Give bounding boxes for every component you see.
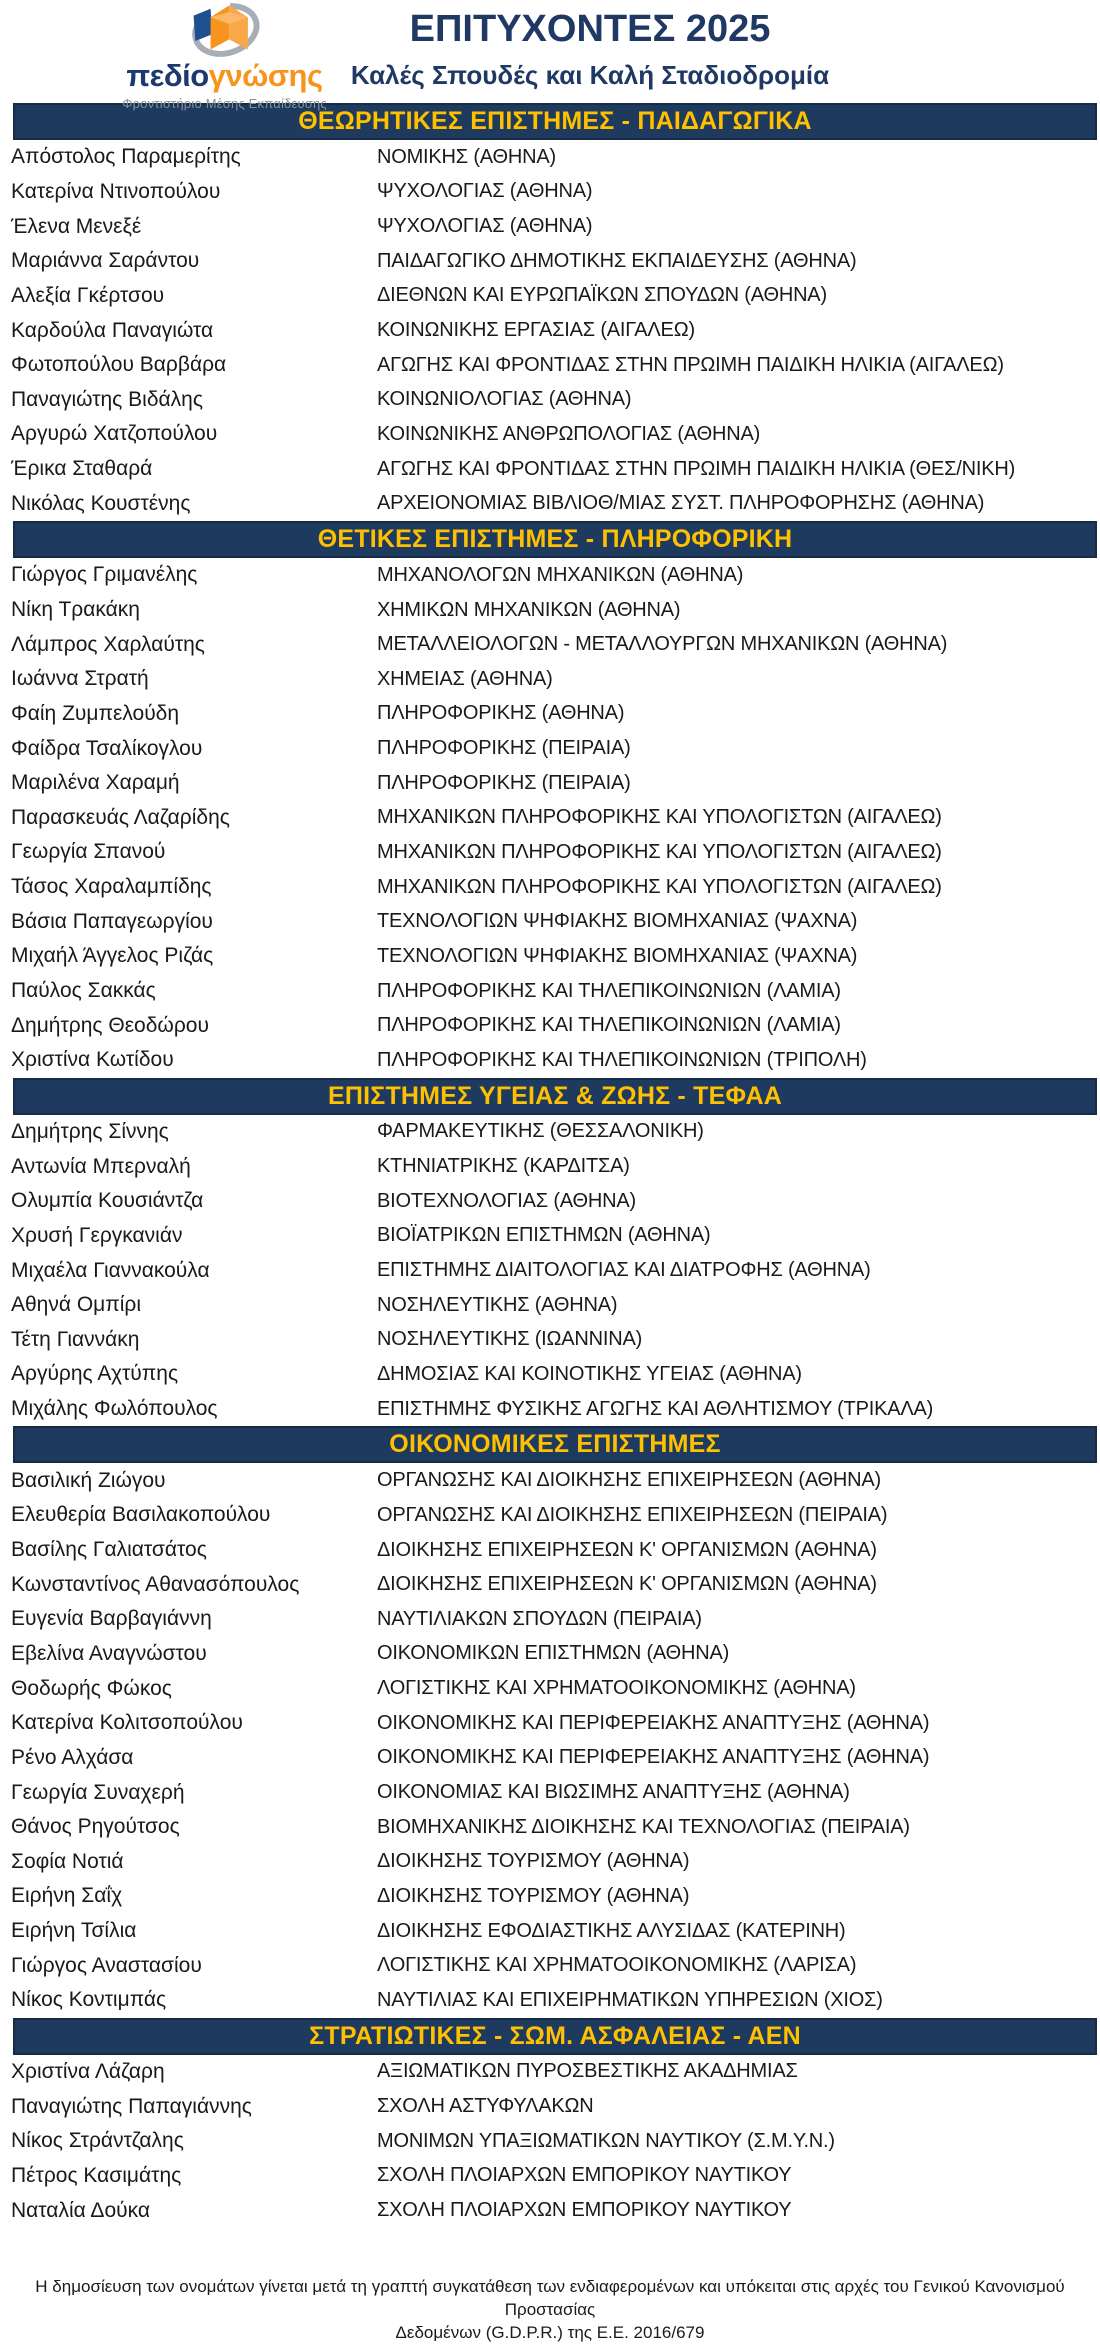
table-row (0, 1879, 1100, 1914)
table-row (0, 1533, 1100, 1568)
section-header-bar (13, 521, 1097, 558)
school-name: ΟΙΚΟΝΟΜΙΚΗΣ ΚΑΙ ΠΕΡΙΦΕΡΕΙΑΚΗΣ ΑΝΑΠΤΥΞΗΣ (ΑΘΗΝΑ) (377, 1711, 930, 1734)
student-name: Βασιλική Ζιώγου (11, 1468, 166, 1492)
table-row (0, 731, 1100, 766)
school-name: ΒΙΟΜΗΧΑΝΙΚΗΣ ΔΙΟΙΚΗΣΗΣ ΚΑΙ ΤΕΧΝΟΛΟΓΙΑΣ (ΠΕΙΡΑΙΑ) (377, 1815, 910, 1838)
table-row (0, 1844, 1100, 1879)
results-section (0, 1078, 1100, 1427)
student-name: Σοφία Νοτιά (11, 1849, 124, 1873)
table-row (0, 417, 1100, 452)
table-row (0, 486, 1100, 521)
student-name: Λάμπρος Χαρλαύτης (11, 632, 205, 656)
table-row (0, 1671, 1100, 1706)
school-name: ΟΡΓΑΝΩΣΗΣ ΚΑΙ ΔΙΟΙΚΗΣΗΣ ΕΠΙΧΕΙΡΗΣΕΩΝ (ΑΘΗΝΑ) (377, 1469, 882, 1492)
school-name: ΤΕΧΝΟΛΟΓΙΩΝ ΨΗΦΙΑΚΗΣ ΒΙΟΜΗΧΑΝΙΑΣ (ΨΑΧΝΑ) (377, 944, 858, 967)
school-name: ΔΙΕΘΝΩΝ ΚΑΙ ΕΥΡΩΠΑΪΚΩΝ ΣΠΟΥΔΩΝ (ΑΘΗΝΑ) (377, 284, 827, 307)
school-name: ΝΑΥΤΙΛΙΑΣ ΚΑΙ ΕΠΙΧΕΙΡΗΜΑΤΙΚΩΝ ΥΠΗΡΕΣΙΩΝ (ΧΙΟΣ) (377, 1988, 883, 2011)
student-name: Γεωργία Σπανού (11, 840, 166, 864)
school-name: ΚΟΙΝΩΝΙΚΗΣ ΕΡΓΑΣΙΑΣ (ΑΙΓΑΛΕΩ) (377, 319, 695, 342)
school-name: ΚΤΗΝΙΑΤΡΙΚΗΣ (ΚΑΡΔΙΤΣΑ) (377, 1155, 630, 1178)
school-name: ΜΗΧΑΝΟΛΟΓΩΝ ΜΗΧΑΝΙΚΩΝ (ΑΘΗΝΑ) (377, 563, 744, 586)
table-row (0, 1914, 1100, 1949)
school-name: ΠΛΗΡΟΦΟΡΙΚΗΣ (ΑΘΗΝΑ) (377, 702, 625, 725)
school-name: ΨΥΧΟΛΟΓΙΑΣ (ΑΘΗΝΑ) (377, 215, 593, 238)
school-name: ΛΟΓΙΣΤΙΚΗΣ ΚΑΙ ΧΡΗΜΑΤΟΟΙΚΟΝΟΜΙΚΗΣ (ΛΑΡΙΣΑ) (377, 1954, 857, 1977)
student-name: Δημήτρης Θεοδώρου (11, 1013, 209, 1037)
results-section (0, 1426, 1100, 2017)
school-name: ΟΙΚΟΝΟΜΙΑΣ ΚΑΙ ΒΙΩΣΙΜΗΣ ΑΝΑΠΤΥΞΗΣ (ΑΘΗΝΑ) (377, 1781, 850, 1803)
student-name: Ναταλία Δούκα (11, 2198, 151, 2222)
table-row (0, 1184, 1100, 1219)
table-row (0, 1323, 1100, 1358)
open-book-swoosh-icon (169, 2, 281, 58)
school-logo (92, 2, 357, 110)
student-name: Ρένο Αλχάσα (11, 1745, 134, 1769)
student-name: Καρδούλα Παναγιώτα (11, 318, 214, 342)
table-row (0, 209, 1100, 244)
student-name: Χρυσή Γεργκανιάν (11, 1223, 183, 1247)
school-name: ΒΙΟΤΕΧΝΟΛΟΓΙΑΣ (ΑΘΗΝΑ) (377, 1189, 636, 1212)
student-name: Κατερίνα Ντινοπούλου (11, 179, 221, 203)
table-row (0, 1948, 1100, 1983)
school-name: ΧΗΜΕΙΑΣ (ΑΘΗΝΑ) (377, 667, 553, 690)
school-name: ΠΑΙΔΑΓΩΓΙΚΟ ΔΗΜΟΤΙΚΗΣ ΕΚΠΑΙΔΕΥΣΗΣ (ΑΘΗΝΑ) (377, 249, 857, 272)
section-title: ΣΤΡΑΤΙΩΤΙΚΕΣ - ΣΩΜ. ΑΣΦΑΛΕΙΑΣ - ΑΕΝ (309, 2021, 801, 2050)
table-row (0, 766, 1100, 801)
student-name: Εβελίνα Αναγνώστου (11, 1641, 207, 1665)
table-row (0, 1149, 1100, 1184)
table-row (0, 244, 1100, 279)
table-row (0, 627, 1100, 662)
school-name: ΦΑΡΜΑΚΕΥΤΙΚΗΣ (ΘΕΣΣΑΛΟΝΙΚΗ) (377, 1120, 704, 1143)
results-section (0, 103, 1100, 521)
school-name: ΕΠΙΣΤΗΜΗΣ ΦΥΣΙΚΗΣ ΑΓΩΓΗΣ ΚΑΙ ΑΘΛΗΤΙΣΜΟΥ (ΤΡΙΚΑΛΑ) (377, 1397, 934, 1420)
brand-name (92, 60, 357, 91)
section-title: ΟΙΚΟΝΟΜΙΚΕΣ ΕΠΙΣΤΗΜΕΣ (389, 1430, 721, 1459)
table-row (0, 593, 1100, 628)
student-name: Γιώργος Γριμανέλης (11, 563, 198, 587)
table-row (0, 801, 1100, 836)
section-header-bar (13, 1078, 1097, 1115)
school-name: ΜΕΤΑΛΛΕΙΟΛΟΓΩΝ - ΜΕΤΑΛΛΟΥΡΓΩΝ ΜΗΧΑΝΙΚΩΝ (ΑΘΗΝΑ) (377, 633, 948, 656)
student-name: Φαίδρα Τσαλίκογλου (11, 736, 203, 760)
student-name: Ειρήνη Τσίλια (11, 1919, 137, 1943)
school-name: ΛΟΓΙΣΤΙΚΗΣ ΚΑΙ ΧΡΗΜΑΤΟΟΙΚΟΝΟΜΙΚΗΣ (ΑΘΗΝΑ) (377, 1677, 856, 1700)
table-row (0, 1810, 1100, 1845)
results-section (0, 521, 1100, 1078)
table-row (0, 870, 1100, 905)
school-name: ΔΙΟΙΚΗΣΗΣ ΕΠΙΧΕΙΡΗΣΕΩΝ Κ' ΟΡΓΑΝΙΣΜΩΝ (ΑΘΗΝΑ) (377, 1573, 877, 1596)
student-name: Αλεξία Γκέρτσου (11, 283, 165, 307)
table-row (0, 452, 1100, 487)
table-row (0, 835, 1100, 870)
table-row (0, 313, 1100, 348)
student-name: Δημήτρης Σίννης (11, 1119, 169, 1143)
section-header-bar (13, 1426, 1097, 1463)
brand-part-1: πεδίο (126, 58, 209, 93)
student-name: Νίκος Στράντζαλης (11, 2129, 184, 2153)
student-name: Αθηνά Ομπίρι (11, 1293, 142, 1317)
school-name: ΨΥΧΟΛΟΓΙΑΣ (ΑΘΗΝΑ) (377, 180, 593, 203)
table-row (0, 2089, 1100, 2124)
table-row (0, 140, 1100, 175)
student-name: Νικόλας Κουστένης (11, 491, 191, 515)
page-title: ΕΠΙΤΥΧΟΝΤΕΣ 2025 (409, 8, 771, 50)
school-name: ΔΙΟΙΚΗΣΗΣ ΤΟΥΡΙΣΜΟΥ (ΑΘΗΝΑ) (377, 1884, 690, 1907)
student-name: Παναγιώτης Παπαγιάννης (11, 2094, 252, 2118)
student-name: Νίκος Κοντιμπάς (11, 1988, 167, 2012)
table-row (0, 1115, 1100, 1150)
table-row (0, 697, 1100, 732)
student-name: Χριστίνα Λάζαρη (11, 2059, 165, 2083)
student-name: Θοδωρής Φώκος (11, 1676, 172, 1700)
table-row (0, 2124, 1100, 2159)
section-header-bar (13, 2018, 1097, 2055)
school-name: ΠΛΗΡΟΦΟΡΙΚΗΣ ΚΑΙ ΤΗΛΕΠΙΚΟΙΝΩΝΙΩΝ (ΛΑΜΙΑ) (377, 979, 841, 1002)
student-name: Μιχάλης Φωλόπουλος (11, 1397, 218, 1421)
results-table (0, 103, 1100, 2228)
school-name: ΝΟΣΗΛΕΥΤΙΚΗΣ (ΑΘΗΝΑ) (377, 1293, 618, 1316)
page-subtitle: Καλές Σπουδές και Καλή Σταδιοδρομία (350, 60, 830, 90)
gdpr-footer-line-2: Δεδομένων (G.D.P.R.) της Ε.Ε. 2016/679 (395, 2322, 705, 2342)
student-name: Παρασκευάς Λαζαρίδης (11, 805, 230, 829)
table-row (0, 1392, 1100, 1427)
school-name: ΠΛΗΡΟΦΟΡΙΚΗΣ (ΠΕΙΡΑΙΑ) (377, 737, 631, 760)
student-name: Έρικα Σταθαρά (11, 457, 153, 481)
table-row (0, 1741, 1100, 1776)
student-name: Χριστίνα Κωτίδου (11, 1048, 174, 1072)
table-row (0, 1498, 1100, 1533)
table-row (0, 1983, 1100, 2018)
student-name: Αντωνία Μπερναλή (11, 1154, 191, 1178)
school-name: ΜΗΧΑΝΙΚΩΝ ΠΛΗΡΟΦΟΡΙΚΗΣ ΚΑΙ ΥΠΟΛΟΓΙΣΤΩΝ (ΑΙΓΑΛΕΩ) (377, 875, 942, 898)
school-name: ΠΛΗΡΟΦΟΡΙΚΗΣ ΚΑΙ ΤΗΛΕΠΙΚΟΙΝΩΝΙΩΝ (ΤΡΙΠΟΛΗ) (377, 1048, 867, 1071)
school-name: ΚΟΙΝΩΝΙΟΛΟΓΙΑΣ (ΑΘΗΝΑ) (377, 388, 632, 411)
school-name: ΒΙΟΪΑΤΡΙΚΩΝ ΕΠΙΣΤΗΜΩΝ (ΑΘΗΝΑ) (377, 1224, 711, 1247)
school-name: ΑΡΧΕΙΟΝΟΜΙΑΣ ΒΙΒΛΙΟΘ/ΜΙΑΣ ΣΥΣΤ. ΠΛΗΡΟΦΟΡΗΣΗΣ (ΑΘΗΝΑ) (377, 492, 985, 515)
student-name: Μαριλένα Χαραμή (11, 771, 180, 795)
table-row (0, 382, 1100, 417)
school-name: ΔΗΜΟΣΙΑΣ ΚΑΙ ΚΟΙΝΟΤΙΚΗΣ ΥΓΕΙΑΣ (ΑΘΗΝΑ) (377, 1362, 802, 1385)
table-row (0, 175, 1100, 210)
school-name: ΝΑΥΤΙΛΙΑΚΩΝ ΣΠΟΥΔΩΝ (ΠΕΙΡΑΙΑ) (377, 1607, 702, 1630)
table-row (0, 1043, 1100, 1078)
student-name: Φαίη Ζυμπελούδη (11, 701, 180, 725)
brand-tagline: Φροντιστήριο Μέσης Εκπαίδευσης (122, 96, 327, 111)
student-name: Ολυμπία Κουσιάντζα (11, 1189, 204, 1213)
student-name: Τέτη Γιαννάκη (11, 1327, 140, 1351)
student-name: Κατερίνα Κολιτσοπούλου (11, 1711, 243, 1735)
student-name: Αργυρώ Χατζοπούλου (11, 422, 218, 446)
student-name: Ελευθερία Βασιλακοπούλου (11, 1503, 271, 1527)
table-row (0, 2159, 1100, 2194)
student-name: Αργύρης Αχτύπης (11, 1362, 179, 1386)
section-title: ΘΕΤΙΚΕΣ ΕΠΙΣΤΗΜΕΣ - ΠΛΗΡΟΦΟΡΙΚΗ (317, 525, 793, 554)
table-row (0, 1253, 1100, 1288)
school-name: ΤΕΧΝΟΛΟΓΙΩΝ ΨΗΦΙΑΚΗΣ ΒΙΟΜΗΧΑΝΙΑΣ (ΨΑΧΝΑ) (377, 910, 858, 933)
table-row (0, 904, 1100, 939)
student-name: Κωνσταντίνος Αθανασόπουλος (11, 1572, 300, 1596)
school-name: ΟΙΚΟΝΟΜΙΚΩΝ ΕΠΙΣΤΗΜΩΝ (ΑΘΗΝΑ) (377, 1642, 730, 1665)
student-name: Θάνος Ρηγούτσος (11, 1815, 180, 1839)
student-name: Ειρήνη Σαΐχ (11, 1884, 123, 1908)
table-row (0, 1008, 1100, 1043)
school-name: ΔΙΟΙΚΗΣΗΣ ΤΟΥΡΙΣΜΟΥ (ΑΘΗΝΑ) (377, 1850, 690, 1873)
school-name: ΧΗΜΙΚΩΝ ΜΗΧΑΝΙΚΩΝ (ΑΘΗΝΑ) (377, 598, 681, 621)
table-row (0, 1567, 1100, 1602)
table-row (0, 1288, 1100, 1323)
table-row (0, 2055, 1100, 2090)
school-name: ΜΗΧΑΝΙΚΩΝ ΠΛΗΡΟΦΟΡΙΚΗΣ ΚΑΙ ΥΠΟΛΟΓΙΣΤΩΝ (ΑΙΓΑΛΕΩ) (377, 840, 942, 863)
school-name: ΔΙΟΙΚΗΣΗΣ ΕΦΟΔΙΑΣΤΙΚΗΣ ΑΛΥΣΙΔΑΣ (ΚΑΤΕΡΙΝΗ) (377, 1919, 846, 1942)
school-name: ΚΟΙΝΩΝΙΚΗΣ ΑΝΘΡΩΠΟΛΟΓΙΑΣ (ΑΘΗΝΑ) (377, 422, 761, 445)
student-name: Ευγενία Βαρβαγιάννη (11, 1607, 212, 1631)
student-name: Παύλος Σακκάς (11, 979, 156, 1003)
table-row (0, 2193, 1100, 2228)
results-section (0, 2018, 1100, 2228)
student-name: Παναγιώτης Βιδάλης (11, 387, 203, 411)
table-row (0, 662, 1100, 697)
table-row (0, 558, 1100, 593)
school-name: ΑΞΙΩΜΑΤΙΚΩΝ ΠΥΡΟΣΒΕΣΤΙΚΗΣ ΑΚΑΔΗΜΙΑΣ (377, 2060, 798, 2083)
school-name: ΟΡΓΑΝΩΣΗΣ ΚΑΙ ΔΙΟΙΚΗΣΗΣ ΕΠΙΧΕΙΡΗΣΕΩΝ (ΠΕΙΡΑΙΑ) (377, 1503, 888, 1526)
student-name: Γεωργία Συναχερή (11, 1780, 185, 1804)
table-row (0, 1637, 1100, 1672)
student-name: Τάσος Χαραλαμπίδης (11, 875, 212, 899)
gdpr-footer-line-1: Η δημοσίευση των ονομάτων γίνεται μετά τη γραπτή συγκατάθεση των ενδιαφερομένων και υπόκειται στις αρχές του Γενικού Κανονισμού Προστασίας (35, 2276, 1065, 2319)
school-name: ΜΗΧΑΝΙΚΩΝ ΠΛΗΡΟΦΟΡΙΚΗΣ ΚΑΙ ΥΠΟΛΟΓΙΣΤΩΝ (ΑΙΓΑΛΕΩ) (377, 806, 942, 829)
student-name: Μαριάννα Σαράντου (11, 249, 200, 273)
school-name: ΠΛΗΡΟΦΟΡΙΚΗΣ ΚΑΙ ΤΗΛΕΠΙΚΟΙΝΩΝΙΩΝ (ΛΑΜΙΑ) (377, 1014, 841, 1037)
gdpr-footer (0, 2228, 1100, 2344)
student-name: Έλενα Μενεξέ (11, 214, 142, 238)
school-name: ΜΟΝΙΜΩΝ ΥΠΑΞΙΩΜΑΤΙΚΩΝ ΝΑΥΤΙΚΟΥ (Σ.Μ.Υ.Ν.) (377, 2129, 835, 2152)
school-name: ΑΓΩΓΗΣ ΚΑΙ ΦΡΟΝΤΙΔΑΣ ΣΤΗΝ ΠΡΩΙΜΗ ΠΑΙΔΙΚΗ ΗΛΙΚΙΑ (ΘΕΣ/ΝΙΚΗ) (377, 457, 1016, 480)
table-row (0, 1706, 1100, 1741)
student-name: Γιώργος Αναστασίου (11, 1953, 202, 1977)
school-name: ΣΧΟΛΗ ΠΛΟΙΑΡΧΩΝ ΕΜΠΟΡΙΚΟΥ ΝΑΥΤΙΚΟΥ (377, 2199, 792, 2222)
section-title: ΘΕΩΡΗΤΙΚΕΣ ΕΠΙΣΤΗΜΕΣ - ΠΑΙΔΑΓΩΓΙΚΑ (298, 107, 812, 135)
school-name: ΣΧΟΛΗ ΠΛΟΙΑΡΧΩΝ ΕΜΠΟΡΙΚΟΥ ΝΑΥΤΙΚΟΥ (377, 2164, 792, 2187)
school-name: ΕΠΙΣΤΗΜΗΣ ΔΙΑΙΤΟΛΟΓΙΑΣ ΚΑΙ ΔΙΑΤΡΟΦΗΣ (ΑΘΗΝΑ) (377, 1259, 871, 1282)
table-row (0, 974, 1100, 1009)
school-name: ΟΙΚΟΝΟΜΙΚΗΣ ΚΑΙ ΠΕΡΙΦΕΡΕΙΑΚΗΣ ΑΝΑΠΤΥΞΗΣ (ΑΘΗΝΑ) (377, 1746, 930, 1769)
table-row (0, 939, 1100, 974)
school-name: ΣΧΟΛΗ ΑΣΤΥΦΥΛΑΚΩΝ (377, 2095, 594, 2118)
table-row (0, 1357, 1100, 1392)
table-row (0, 348, 1100, 383)
student-name: Νίκη Τρακάκη (11, 598, 140, 621)
school-name: ΝΟΜΙΚΗΣ (ΑΘΗΝΑ) (377, 145, 556, 168)
section-title: ΕΠΙΣΤΗΜΕΣ ΥΓΕΙΑΣ & ΖΩΗΣ - ΤΕΦΑΑ (327, 1081, 782, 1110)
student-name: Πέτρος Κασιμάτης (11, 2163, 182, 2187)
student-name: Μιχαήλ Άγγελος Ριζάς (11, 944, 214, 968)
page-header (0, 0, 1100, 111)
student-name: Βάσια Παπαγεωργίου (11, 909, 213, 933)
table-row (0, 1219, 1100, 1254)
school-name: ΠΛΗΡΟΦΟΡΙΚΗΣ (ΠΕΙΡΑΙΑ) (377, 771, 631, 794)
table-row (0, 1775, 1100, 1810)
table-row (0, 1602, 1100, 1637)
table-row (0, 1463, 1100, 1498)
school-name: ΑΓΩΓΗΣ ΚΑΙ ΦΡΟΝΤΙΔΑΣ ΣΤΗΝ ΠΡΩΙΜΗ ΠΑΙΔΙΚΗ ΗΛΙΚΙΑ (ΑΙΓΑΛΕΩ) (377, 353, 1004, 376)
school-name: ΔΙΟΙΚΗΣΗΣ ΕΠΙΧΕΙΡΗΣΕΩΝ Κ' ΟΡΓΑΝΙΣΜΩΝ (ΑΘΗΝΑ) (377, 1538, 877, 1561)
student-name: Μιχαέλα Γιαννακούλα (11, 1258, 210, 1282)
student-name: Βασίλης Γαλιατσάτος (11, 1538, 207, 1562)
student-name: Ιωάννα Στρατή (11, 667, 149, 691)
table-row (0, 279, 1100, 314)
student-name: Φωτοπούλου Βαρβάρα (11, 353, 227, 377)
header-titles (351, 8, 829, 91)
brand-part-2: γνώσης (208, 58, 323, 93)
student-name: Απόστολος Παραμερίτης (11, 145, 241, 169)
school-name: ΝΟΣΗΛΕΥΤΙΚΗΣ (ΙΩΑΝΝΙΝΑ) (377, 1328, 643, 1351)
